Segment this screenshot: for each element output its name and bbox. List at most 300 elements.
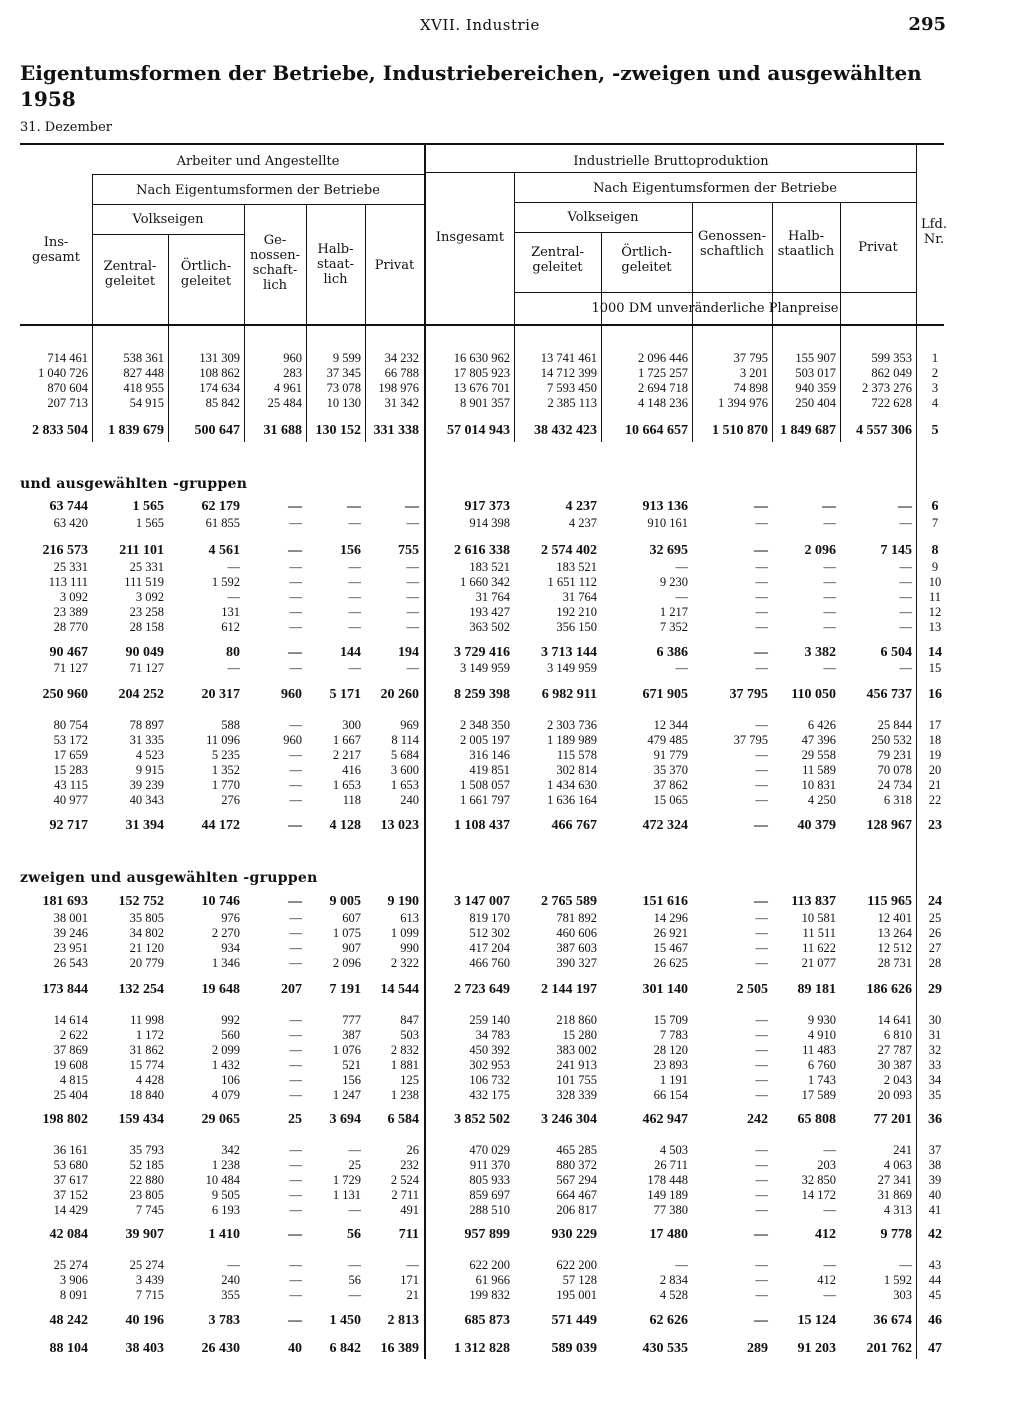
table-cell: 2 096 [804, 543, 836, 558]
table-cell: 186 626 [866, 982, 912, 997]
table-cell: 2 765 589 [541, 894, 597, 909]
table-cell: 198 976 [378, 381, 419, 395]
table-cell: — [823, 1203, 836, 1217]
table-cell: 199 832 [469, 1288, 510, 1302]
table-cell: 1 346 [211, 956, 240, 970]
table-cell: 15 774 [129, 1058, 164, 1072]
title-line-2: 1958 [20, 87, 76, 111]
table-cell: 111 519 [124, 575, 164, 589]
table-cell: 240 [400, 793, 419, 807]
table-cell: 16 630 962 [453, 351, 510, 365]
table-cell: — [289, 1288, 302, 1302]
table-cell: 2 096 [332, 956, 361, 970]
table-cell: 71 127 [129, 661, 164, 675]
table-cell: 35 370 [653, 763, 688, 777]
table-cell: — [288, 543, 302, 558]
table-cell: 23 805 [129, 1188, 164, 1202]
table-cell: 722 628 [871, 396, 912, 410]
table-cell: — [289, 1188, 302, 1202]
table-cell: 35 805 [129, 911, 164, 925]
table-cell: 302 953 [469, 1058, 510, 1072]
table-cell: 2 099 [211, 1043, 240, 1057]
table-cell: 940 359 [795, 381, 836, 395]
table-cell: 913 136 [642, 499, 688, 514]
table-cell: — [289, 1158, 302, 1172]
row-number: 44 [928, 1273, 942, 1287]
table-cell: — [755, 1288, 768, 1302]
row-number: 6 [931, 499, 939, 514]
table-cell: 2 723 649 [454, 982, 510, 997]
table-cell: — [899, 575, 912, 589]
table-cell: 777 [342, 1013, 361, 1027]
row-number: 24 [928, 894, 942, 909]
table-cell: 38 403 [125, 1341, 164, 1356]
table-cell: 35 793 [129, 1143, 164, 1157]
table-cell: 53 172 [53, 733, 88, 747]
row-number: 2 [931, 366, 939, 380]
table-title [20, 60, 922, 112]
table-cell: — [899, 516, 912, 530]
header-volkseigen-a: Volkseigen [132, 211, 204, 227]
table-cell: 23 893 [653, 1058, 688, 1072]
table-cell: 7 191 [329, 982, 361, 997]
table-cell: 88 104 [49, 1341, 88, 1356]
table-cell: 1 434 630 [547, 778, 597, 792]
table-cell: 193 427 [469, 605, 510, 619]
table-cell: 8 259 398 [454, 687, 510, 702]
table-cell: 2 043 [883, 1073, 912, 1087]
table-cell: — [289, 1173, 302, 1187]
table-cell: 19 608 [53, 1058, 88, 1072]
table-cell: 40 379 [797, 818, 836, 833]
table-cell: 37 152 [53, 1188, 88, 1202]
table-cell: 1 565 [132, 499, 164, 514]
table-cell: 92 717 [49, 818, 88, 833]
table-cell: — [406, 605, 419, 619]
table-cell: 31 342 [384, 396, 419, 410]
table-cell: 14 641 [877, 1013, 912, 1027]
table-cell: 57 128 [562, 1273, 597, 1287]
table-cell: 14 296 [653, 911, 688, 925]
table-cell: 34 232 [384, 351, 419, 365]
table-cell: 9 778 [880, 1227, 912, 1242]
table-cell: 6 193 [211, 1203, 240, 1217]
table-cell: — [289, 941, 302, 955]
table-cell: 934 [221, 941, 240, 955]
table-cell: 2 711 [391, 1188, 419, 1202]
table-cell: 62 179 [201, 499, 240, 514]
table-cell: 289 [747, 1341, 768, 1356]
table-cell: 390 327 [556, 956, 597, 970]
table-cell: 560 [221, 1028, 240, 1042]
table-cell: 80 [226, 645, 240, 660]
table-cell: 1 592 [211, 575, 240, 589]
table-cell: 10 130 [326, 396, 361, 410]
table-cell: 206 817 [556, 1203, 597, 1217]
table-cell: 19 648 [201, 982, 240, 997]
header-arbeiter: Arbeiter und Angestellte [176, 153, 340, 169]
table-cell: 914 398 [469, 516, 510, 530]
table-cell: — [899, 590, 912, 604]
table-cell: 38 432 423 [534, 423, 597, 438]
table-cell: 56 [348, 1273, 361, 1287]
table-cell: 2 524 [390, 1173, 419, 1187]
table-cell: — [405, 499, 419, 514]
table-cell: — [289, 926, 302, 940]
table-cell: 21 [406, 1288, 419, 1302]
table-cell: 20 317 [201, 687, 240, 702]
header-oertlich-b: Örtlich- geleitet [621, 245, 672, 275]
table-cell: 29 558 [801, 748, 836, 762]
row-number: 31 [928, 1028, 942, 1042]
table-cell: 303 [893, 1288, 912, 1302]
table-cell: 144 [340, 645, 361, 660]
table-cell: 52 185 [129, 1158, 164, 1172]
table-cell: 27 341 [877, 1173, 912, 1187]
table-cell: — [288, 1313, 302, 1328]
table-cell: — [755, 718, 768, 732]
table-cell: 755 [398, 543, 419, 558]
table-cell: 11 589 [802, 763, 836, 777]
table-cell: 73 078 [326, 381, 361, 395]
title-line-1: Eigentumsformen der Betriebe, Industriebereichen, -zweigen und ausgewählten [20, 61, 922, 85]
table-cell: 15 467 [653, 941, 688, 955]
table-cell: — [406, 516, 419, 530]
table-cell: 115 578 [556, 748, 597, 762]
rule-b2 [514, 202, 916, 203]
table-cell: 174 634 [199, 381, 240, 395]
table-cell: — [823, 1288, 836, 1302]
header-insgesamt-a: Ins- gesamt [32, 235, 80, 265]
table-cell: — [755, 661, 768, 675]
rule-a2 [92, 204, 424, 205]
row-number: 5 [931, 423, 939, 438]
table-cell: 8 091 [59, 1288, 88, 1302]
table-cell: — [289, 605, 302, 619]
table-cell: 7 352 [659, 620, 688, 634]
table-cell: 1 743 [807, 1073, 836, 1087]
table-cell: 39 907 [125, 1227, 164, 1242]
table-cell: 4 079 [211, 1088, 240, 1102]
row-number: 47 [928, 1341, 942, 1356]
table-cell: 173 844 [42, 982, 88, 997]
table-cell: 1 510 870 [712, 423, 768, 438]
table-cell: 363 502 [469, 620, 510, 634]
table-cell: 130 152 [315, 423, 361, 438]
table-cell: — [754, 818, 768, 833]
row-number: 39 [928, 1173, 942, 1187]
row-number: 13 [928, 620, 942, 634]
table-cell: 1 108 437 [454, 818, 510, 833]
table-cell: 1 076 [332, 1043, 361, 1057]
table-cell: 2 385 113 [547, 396, 597, 410]
table-cell: 521 [342, 1058, 361, 1072]
table-cell: 1 729 [332, 1173, 361, 1187]
table-cell: — [289, 1088, 302, 1102]
table-cell: 37 795 [729, 687, 768, 702]
table-cell: 316 146 [469, 748, 510, 762]
table-cell: 1 247 [332, 1088, 361, 1102]
table-cell: — [755, 1013, 768, 1027]
table-cell: 27 787 [877, 1043, 912, 1057]
table-cell: 6 584 [387, 1112, 419, 1127]
table-cell: — [348, 516, 361, 530]
table-cell: 491 [400, 1203, 419, 1217]
table-cell: 101 755 [556, 1073, 597, 1087]
table-cell: — [755, 926, 768, 940]
table-cell: 31 335 [129, 733, 164, 747]
table-cell: 3 694 [329, 1112, 361, 1127]
table-cell: 106 [221, 1073, 240, 1087]
table-cell: 2 833 504 [32, 423, 88, 438]
table-cell: 3 439 [135, 1273, 164, 1287]
table-cell: 242 [747, 1112, 768, 1127]
table-cell: 917 373 [464, 499, 510, 514]
table-cell: — [348, 1258, 361, 1272]
table-cell: 54 915 [129, 396, 164, 410]
table-cell: 4 428 [135, 1073, 164, 1087]
table-cell: 18 840 [129, 1088, 164, 1102]
table-cell: 132 254 [118, 982, 164, 997]
table-cell: 31 688 [263, 423, 302, 438]
table-cell: — [348, 1288, 361, 1302]
table-cell: 207 713 [47, 396, 88, 410]
table-cell: 664 467 [556, 1188, 597, 1202]
table-cell: 9 230 [659, 575, 688, 589]
table-cell: 63 420 [53, 516, 88, 530]
table-cell: 462 947 [642, 1112, 688, 1127]
table-cell: 992 [221, 1013, 240, 1027]
table-cell: 11 511 [802, 926, 836, 940]
table-cell: 61 966 [475, 1273, 510, 1287]
table-cell: 79 231 [877, 748, 912, 762]
table-cell: 26 921 [653, 926, 688, 940]
row-number: 33 [928, 1058, 942, 1072]
header-zentral-a: Zentral- geleitet [103, 259, 157, 289]
table-cell: 25 844 [877, 718, 912, 732]
table-cell: 1 770 [211, 778, 240, 792]
table-cell: 113 111 [48, 575, 88, 589]
table-cell: 300 [342, 718, 361, 732]
row-number: 14 [928, 645, 942, 660]
table-cell: 6 386 [656, 645, 688, 660]
table-cell: — [899, 1258, 912, 1272]
table-cell: — [755, 560, 768, 574]
table-cell: 969 [400, 718, 419, 732]
table-cell: 250 960 [42, 687, 88, 702]
row-number: 38 [928, 1158, 942, 1172]
table-cell: 432 175 [469, 1088, 510, 1102]
table-cell: — [406, 590, 419, 604]
table-cell: 48 242 [49, 1313, 88, 1328]
table-cell: — [289, 763, 302, 777]
header-oertlich-a: Örtlich- geleitet [180, 259, 232, 289]
table-cell: 3 246 304 [541, 1112, 597, 1127]
table-cell: 960 [283, 733, 302, 747]
table-cell: 156 [342, 1073, 361, 1087]
table-cell: 155 907 [795, 351, 836, 365]
table-cell: — [755, 516, 768, 530]
table-cell: 1 394 976 [718, 396, 768, 410]
table-cell: 4 503 [659, 1143, 688, 1157]
table-cell: 204 252 [118, 687, 164, 702]
table-cell: 331 338 [373, 423, 419, 438]
table-cell: 6 504 [880, 645, 912, 660]
table-cell: 65 808 [797, 1112, 836, 1127]
table-cell: — [227, 1258, 240, 1272]
table-cell: 847 [400, 1013, 419, 1027]
table-cell: 470 029 [469, 1143, 510, 1157]
table-cell: — [755, 793, 768, 807]
table-cell: 159 434 [118, 1112, 164, 1127]
table-cell: — [755, 1188, 768, 1202]
header-unit: 1000 DM unveränderliche Planpreise [591, 300, 839, 316]
table-cell: 194 [398, 645, 419, 660]
table-cell: 387 603 [556, 941, 597, 955]
table-cell: — [406, 1258, 419, 1272]
table-cell: 25 [288, 1112, 302, 1127]
table-cell: 9 005 [329, 894, 361, 909]
table-cell: 1 238 [390, 1088, 419, 1102]
table-cell: 9 915 [135, 763, 164, 777]
table-cell: 3 382 [804, 645, 836, 660]
table-cell: — [227, 560, 240, 574]
table-cell: 13 023 [380, 818, 419, 833]
table-cell: 1 565 [135, 516, 164, 530]
table-cell: 181 693 [42, 894, 88, 909]
table-cell: 1 661 797 [460, 793, 510, 807]
table-cell: — [227, 590, 240, 604]
row-number: 28 [928, 956, 942, 970]
table-cell: 77 201 [873, 1112, 912, 1127]
table-cell: — [823, 1143, 836, 1157]
table-cell: — [289, 1013, 302, 1027]
table-cell: — [755, 941, 768, 955]
table-cell: 3 149 959 [547, 661, 597, 675]
table-cell: 7 593 450 [547, 381, 597, 395]
table-cell: — [823, 516, 836, 530]
table-cell: 283 [283, 366, 302, 380]
table-cell: 15 065 [653, 793, 688, 807]
table-cell: 171 [400, 1273, 419, 1287]
table-cell: 1 651 112 [547, 575, 597, 589]
table-cell: 118 [342, 793, 361, 807]
table-cell: 622 200 [469, 1258, 510, 1272]
table-cell: 1 238 [211, 1158, 240, 1172]
table-cell: 2 217 [332, 748, 361, 762]
table-cell: — [348, 605, 361, 619]
table-cell: — [755, 1088, 768, 1102]
table-cell: — [755, 605, 768, 619]
table-cell: 4 250 [807, 793, 836, 807]
table-cell: 2 694 718 [638, 381, 688, 395]
row-number: 16 [928, 687, 942, 702]
table-cell: 12 401 [877, 911, 912, 925]
table-cell: — [289, 956, 302, 970]
table-cell: — [289, 620, 302, 634]
table-cell: 1 040 726 [38, 366, 88, 380]
table-cell: 216 573 [42, 543, 88, 558]
row-number: 22 [928, 793, 942, 807]
table-cell: 218 860 [556, 1013, 597, 1027]
table-cell: 2 832 [390, 1043, 419, 1057]
table-cell: 11 096 [206, 733, 240, 747]
table-cell: 47 396 [801, 733, 836, 747]
table-cell: 613 [400, 911, 419, 925]
table-cell: 7 745 [135, 1203, 164, 1217]
table-cell: — [755, 1173, 768, 1187]
table-cell: 612 [221, 620, 240, 634]
table-cell: 1 881 [390, 1058, 419, 1072]
table-cell: — [899, 620, 912, 634]
table-cell: 8 901 357 [460, 396, 510, 410]
table-cell: — [754, 1313, 768, 1328]
table-cell: — [899, 661, 912, 675]
row-number: 7 [931, 516, 939, 530]
rule-b3 [514, 232, 692, 233]
table-cell: — [823, 575, 836, 589]
table-cell: 89 181 [797, 982, 836, 997]
table-cell: — [755, 620, 768, 634]
table-cell: 1 653 [390, 778, 419, 792]
table-cell: 1 450 [329, 1313, 361, 1328]
table-cell: 3 092 [59, 590, 88, 604]
table-cell: — [823, 560, 836, 574]
table-cell: 25 331 [53, 560, 88, 574]
table-cell: — [289, 575, 302, 589]
table-cell: — [823, 1258, 836, 1272]
table-cell: 74 898 [733, 381, 768, 395]
table-cell: — [675, 661, 688, 675]
table-cell: 1 352 [211, 763, 240, 777]
table-cell: 4 528 [659, 1288, 688, 1302]
table-cell: 1 189 989 [547, 733, 597, 747]
table-cell: 15 280 [562, 1028, 597, 1042]
table-cell: 37 869 [53, 1043, 88, 1057]
table-cell: 14 712 399 [540, 366, 597, 380]
table-cell: — [675, 560, 688, 574]
table-cell: 115 965 [867, 894, 912, 909]
table-cell: 90 049 [125, 645, 164, 660]
table-cell: 960 [281, 687, 302, 702]
table-cell: 907 [342, 941, 361, 955]
header-halb-a: Halb- staat- lich [316, 241, 354, 287]
table-cell: 990 [400, 941, 419, 955]
table-cell: 4 237 [565, 499, 597, 514]
table-cell: 4 313 [883, 1203, 912, 1217]
table-cell: — [348, 560, 361, 574]
table-cell: — [822, 499, 836, 514]
table-cell: 128 967 [866, 818, 912, 833]
table-cell: 15 124 [797, 1313, 836, 1328]
table-cell: 26 711 [654, 1158, 688, 1172]
table-cell: 1 172 [135, 1028, 164, 1042]
table-cell: 1 592 [883, 1273, 912, 1287]
table-cell: — [755, 1058, 768, 1072]
table-cell: 6 426 [807, 718, 836, 732]
table-cell: 328 339 [556, 1088, 597, 1102]
table-cell: 1 636 164 [547, 793, 597, 807]
table-cell: 4 523 [135, 748, 164, 762]
table-cell: — [289, 718, 302, 732]
table-cell: 14 172 [801, 1188, 836, 1202]
table-cell: 178 448 [647, 1173, 688, 1187]
table-cell: 671 905 [642, 687, 688, 702]
table-cell: 78 897 [129, 718, 164, 732]
table-cell: 4 961 [273, 381, 302, 395]
table-cell: — [755, 763, 768, 777]
table-cell: 589 039 [551, 1341, 597, 1356]
